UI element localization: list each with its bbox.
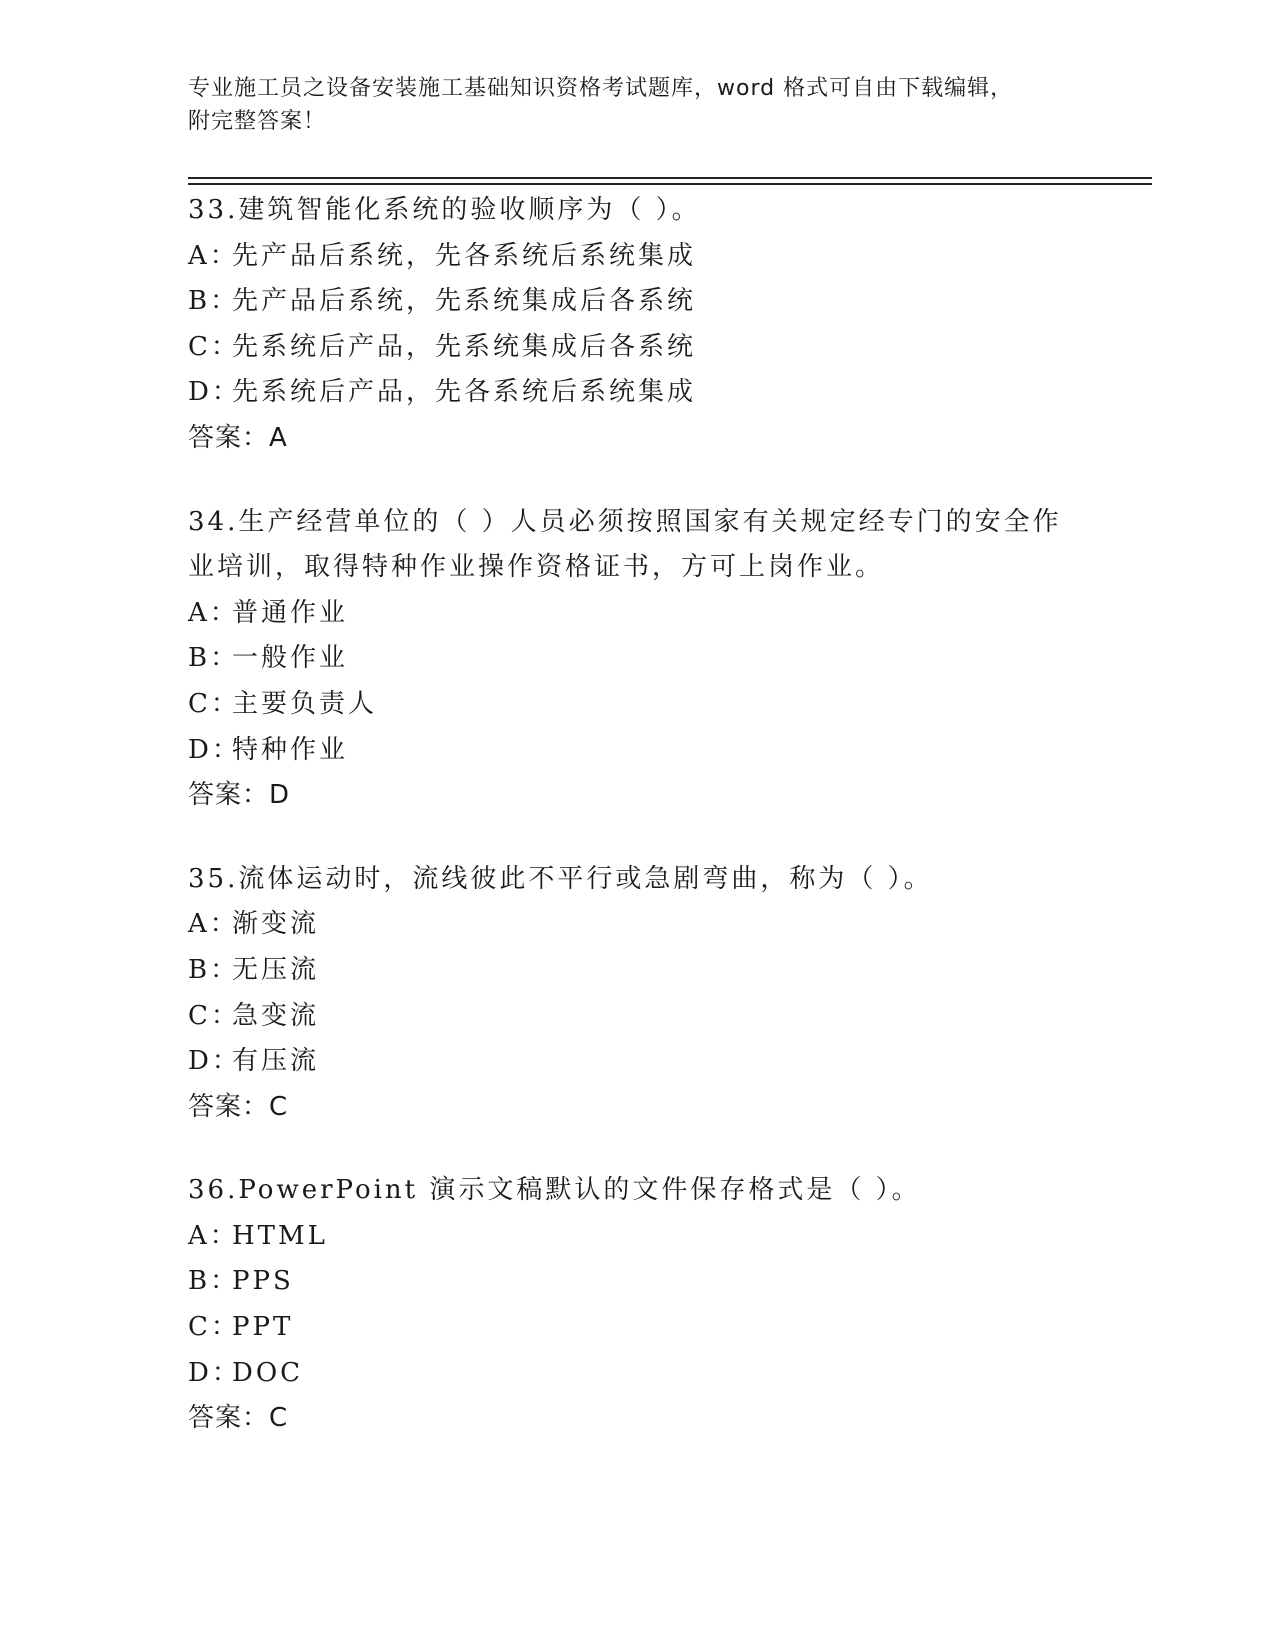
option-letter: C：	[188, 1312, 240, 1343]
option-c	[188, 994, 1088, 1040]
question-stem: 33.建筑智能化系统的验收顺序为（ ）。	[188, 195, 701, 225]
question-36	[188, 1168, 1088, 1442]
option-text: PPS	[232, 1266, 294, 1297]
option-letter: D：	[188, 1357, 241, 1388]
option-letter: B：	[188, 1266, 240, 1297]
option-a	[188, 591, 1088, 637]
option-c	[188, 325, 1088, 371]
option-a	[188, 902, 1088, 948]
header-line-2: 附完整答案！	[188, 109, 327, 134]
option-text: 无压流	[232, 954, 320, 985]
question-33	[188, 188, 1088, 462]
option-text: 急变流	[232, 1000, 320, 1031]
option-letter: A：	[188, 1220, 239, 1251]
option-letter: A：	[188, 597, 239, 628]
question-35	[188, 857, 1088, 1131]
option-text: PPT	[232, 1312, 294, 1343]
option-a	[188, 1214, 1088, 1260]
option-text: 特种作业	[232, 734, 349, 765]
option-letter: C：	[188, 688, 240, 719]
option-b	[188, 1259, 1088, 1305]
option-letter: B：	[188, 954, 240, 985]
option-letter: B：	[188, 643, 240, 674]
question-stem: 35.流体运动时，流线彼此不平行或急剧弯曲，称为（ ）。	[188, 863, 933, 894]
question-34	[188, 500, 1088, 819]
option-text: 渐变流	[232, 909, 320, 940]
option-d	[188, 1351, 1088, 1397]
question-list	[188, 188, 1088, 1480]
option-b	[188, 636, 1088, 682]
option-text: 先产品后系统，先各系统后系统集成	[232, 240, 697, 271]
option-text: 先系统后产品，先系统集成后各系统	[232, 331, 697, 362]
option-letter: C：	[188, 331, 240, 362]
option-text: 一般作业	[232, 643, 349, 674]
header-divider-top	[188, 177, 1152, 179]
question-stem: 34.生产经营单位的（ ）人员必须按照国家有关规定经专门的安全作业培训，取得特种作业操作资格证书，方可上岗作业。	[188, 506, 1062, 583]
answer: 答案：D	[188, 780, 291, 811]
option-text: 先系统后产品，先各系统后系统集成	[232, 377, 697, 408]
option-text: 先产品后系统，先系统集成后各系统	[232, 286, 697, 317]
header-line-1: 专业施工员之设备安装施工基础知识资格考试题库，word 格式可自由下载编辑，	[188, 76, 1014, 101]
option-d	[188, 728, 1088, 774]
option-letter: D：	[188, 1046, 241, 1077]
option-d	[188, 1039, 1088, 1085]
option-text: 有压流	[232, 1046, 320, 1077]
option-text: 普通作业	[232, 597, 349, 628]
option-b	[188, 279, 1088, 325]
option-text: HTML	[232, 1220, 328, 1251]
option-text: DOC	[232, 1357, 304, 1388]
question-stem: 36.PowerPoint 演示文稿默认的文件保存格式是（ ）。	[188, 1175, 921, 1206]
option-letter: C：	[188, 1000, 240, 1031]
option-c	[188, 682, 1088, 728]
answer: 答案：C	[188, 1091, 289, 1122]
option-letter: D：	[188, 377, 241, 408]
option-letter: D：	[188, 734, 241, 765]
document-header	[188, 72, 1088, 138]
option-d	[188, 370, 1088, 416]
option-letter: B：	[188, 286, 240, 317]
option-b	[188, 948, 1088, 994]
option-text: 主要负责人	[232, 688, 378, 719]
option-c	[188, 1305, 1088, 1351]
option-letter: A：	[188, 909, 239, 940]
answer: 答案：A	[188, 422, 288, 453]
option-a	[188, 234, 1088, 280]
option-letter: A：	[188, 240, 239, 271]
answer: 答案：C	[188, 1403, 289, 1434]
header-divider-bottom	[188, 183, 1152, 185]
